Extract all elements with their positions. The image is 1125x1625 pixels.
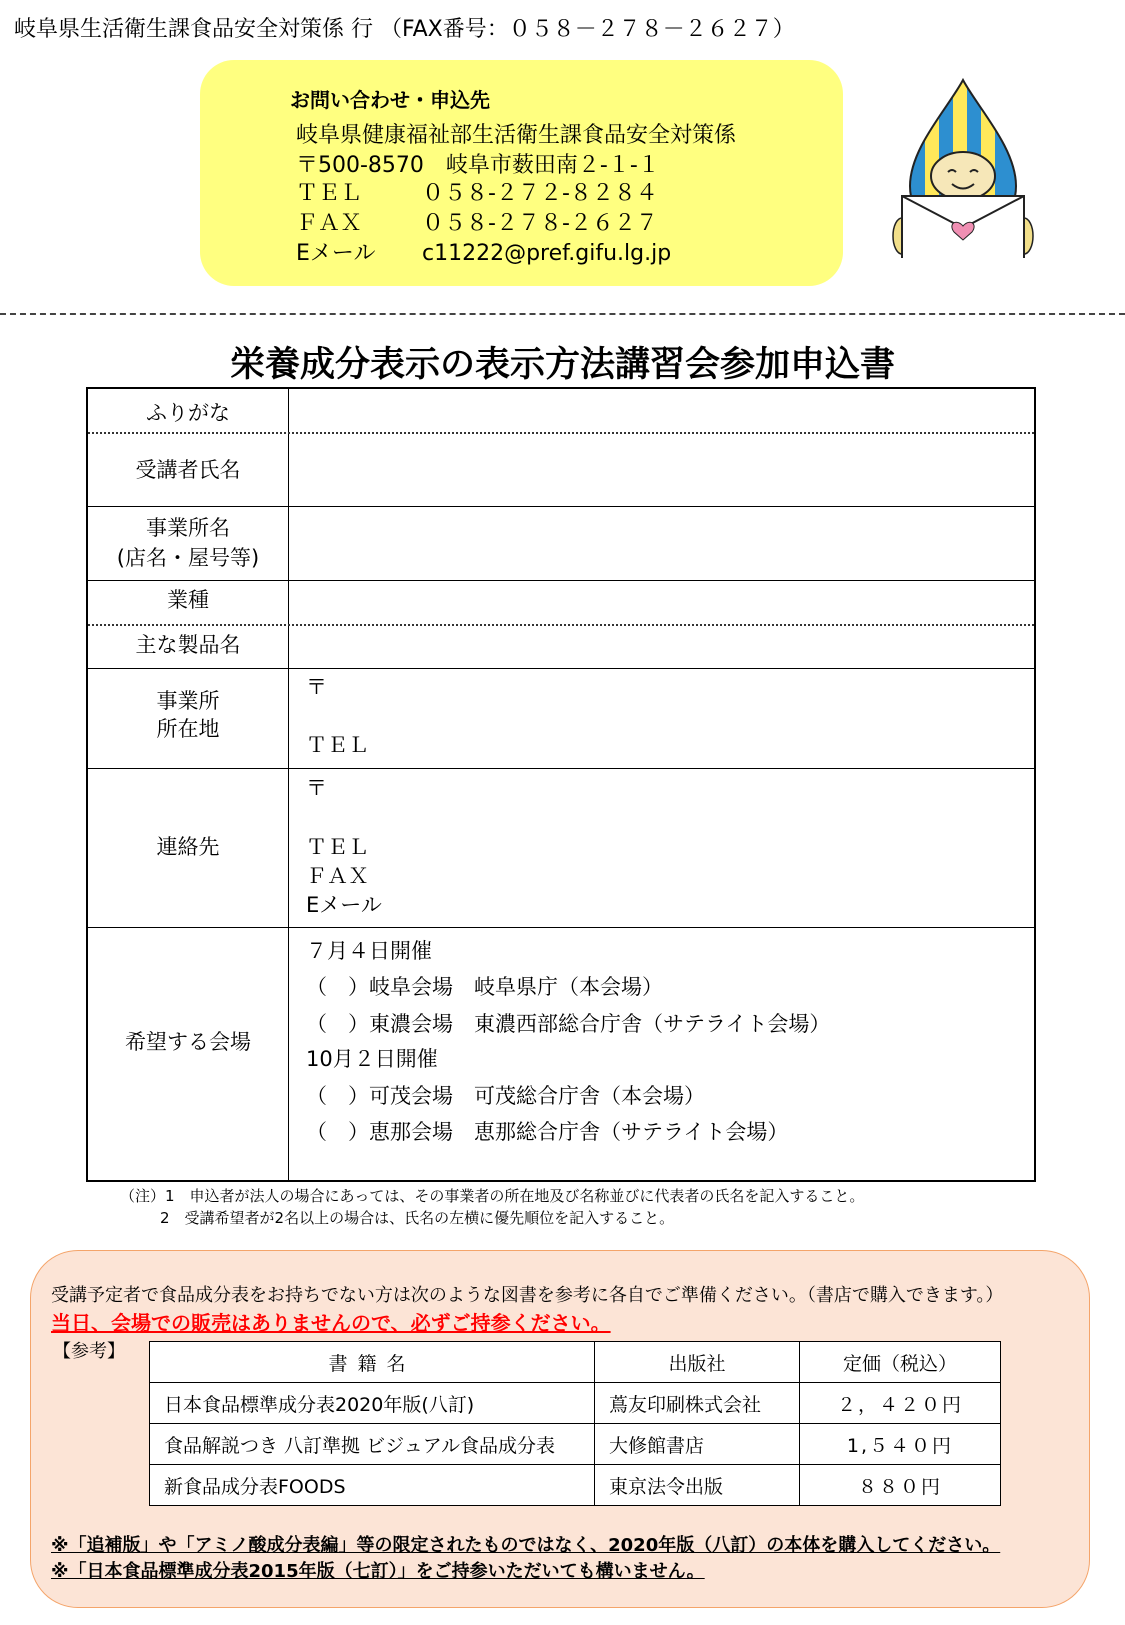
contact-label: 連絡先 [156, 835, 220, 859]
location-tel[interactable]: ＴＥＬ [306, 733, 369, 757]
application-form [86, 387, 1036, 1182]
note-2: 2 受講希望者が2名以上の場合は、氏名の左横に優先順位を記入すること。 [160, 1209, 675, 1227]
venue-option-ena[interactable]: （ ）恵那会場 恵那総合庁舎（サテライト会場） [306, 1120, 789, 1144]
office-label-2: (店名・屋号等) [116, 546, 260, 570]
envelope-icon [893, 196, 1033, 258]
contact-postal[interactable]: 〒 [306, 776, 327, 800]
venue-date-2: 10月２日開催 [306, 1047, 438, 1071]
office-label-1: 事業所名 [146, 516, 230, 540]
book-title: 日本食品標準成分表2020年版(八訂) [150, 1383, 595, 1424]
contact-fax-field[interactable]: ＦＡＸ [306, 864, 369, 888]
book-price: 1,５４０円 [800, 1424, 1001, 1465]
contact-email-field[interactable]: Eメール [306, 893, 382, 917]
contact-box [200, 60, 843, 286]
contact-address: 〒500-8570 岐阜市薮田南２-１-１ [296, 153, 660, 178]
reference-box [30, 1250, 1090, 1608]
venue-option-tono[interactable]: （ ）東濃会場 東濃西部総合庁舎（サテライト会場） [306, 1012, 831, 1036]
table-row [150, 1465, 1001, 1506]
reference-footnote-1: ※「追補版」や「アミノ酸成分表編」等の限定されたものではなく、2020年版（八訂）の本体を購入してください。 [51, 1535, 1001, 1556]
book-price: ２，４２０円 [800, 1383, 1001, 1424]
book-publisher: 蔦友印刷株式会社 [595, 1383, 800, 1424]
location-postal[interactable]: 〒 [306, 675, 327, 699]
contact-tel [296, 176, 658, 207]
venue-label: 希望する会場 [125, 1030, 251, 1054]
contact-title: お問い合わせ・申込先 [290, 88, 490, 112]
note-1: （注）1 申込者が法人の場合にあっては、その事業者の所在地及び名称並びに代表者の氏名を記入すること。 [120, 1187, 865, 1205]
book-publisher: 大修館書店 [595, 1424, 800, 1465]
reference-intro: 受講予定者で食品成分表をお持ちでない方は次のような図書を参考に各自でご準備ください。（書店で購入できます。） [51, 1285, 1004, 1306]
col-price: 定価（税込） [800, 1342, 1001, 1383]
reference-label: 【参考】 [53, 1341, 125, 1362]
contact-fax-value: ０５８-２７８-２６２７ [422, 211, 658, 236]
contact-tel-field[interactable]: ＴＥＬ [306, 835, 369, 859]
book-price: ８８０円 [800, 1465, 1001, 1506]
product-label: 主な製品名 [135, 633, 241, 657]
contact-fax-label: ＦＡＸ [296, 211, 363, 236]
book-title: 食品解説つき 八訂準拠 ビジュアル食品成分表 [150, 1424, 595, 1465]
table-row [150, 1424, 1001, 1465]
row-separator [88, 927, 1034, 928]
fax-to-line: 岐阜県生活衛生課食品安全対策係 行 （FAX番号：０５８－２７８－２６２７） [14, 17, 795, 42]
col-publisher: 出版社 [595, 1342, 800, 1383]
book-table [149, 1341, 1001, 1506]
venue-option-gifu[interactable]: （ ）岐阜会場 岐阜県庁（本会場） [306, 975, 663, 999]
industry-input[interactable] [88, 581, 1034, 625]
contact-email [296, 236, 671, 267]
form-title: 栄養成分表示の表示方法講習会参加申込書 [229, 344, 895, 385]
row-separator [88, 768, 1034, 769]
venue-date-1: ７月４日開催 [306, 939, 432, 963]
contact-email-value[interactable]: c11222@pref.gifu.lg.jp [422, 241, 672, 266]
furigana-input[interactable] [88, 389, 1034, 433]
contact-org: 岐阜県健康福祉部生活衛生課食品安全対策係 [296, 123, 737, 148]
table-header-row [150, 1342, 1001, 1383]
form-notes [120, 1185, 864, 1229]
contact-tel-value: ０５８-２７２-８２８４ [422, 181, 658, 206]
contact-tel-label: ＴＥＬ [296, 181, 363, 206]
name-input[interactable] [88, 433, 1034, 507]
reference-footnote-2: ※「日本食品標準成分表2015年版（七訂）」をご持参いただいても構いません。 [51, 1561, 705, 1582]
product-input[interactable] [88, 625, 1034, 669]
mascot-illustration [888, 78, 1038, 258]
book-title: 新食品成分表FOODS [150, 1465, 595, 1506]
book-publisher: 東京法令出版 [595, 1465, 800, 1506]
industry-label: 業種 [167, 588, 209, 612]
row-separator [88, 668, 1034, 669]
location-label-1: 事業所 [156, 689, 220, 713]
table-row [150, 1383, 1001, 1424]
col-title: 書籍名 [150, 1342, 595, 1383]
location-label-2: 所在地 [156, 717, 220, 741]
office-input[interactable] [88, 507, 1034, 581]
furigana-label: ふりがな [146, 401, 230, 425]
reference-warning: 当日、会場での販売はありませんので、必ずご持参ください。 [51, 1311, 611, 1335]
contact-fax [296, 206, 658, 237]
venue-option-kamo[interactable]: （ ）可茂会場 可茂総合庁舎（本会場） [306, 1084, 705, 1108]
name-label: 受講者氏名 [135, 458, 241, 482]
contact-email-label: Eメール [296, 241, 376, 266]
cut-line [0, 313, 1125, 315]
